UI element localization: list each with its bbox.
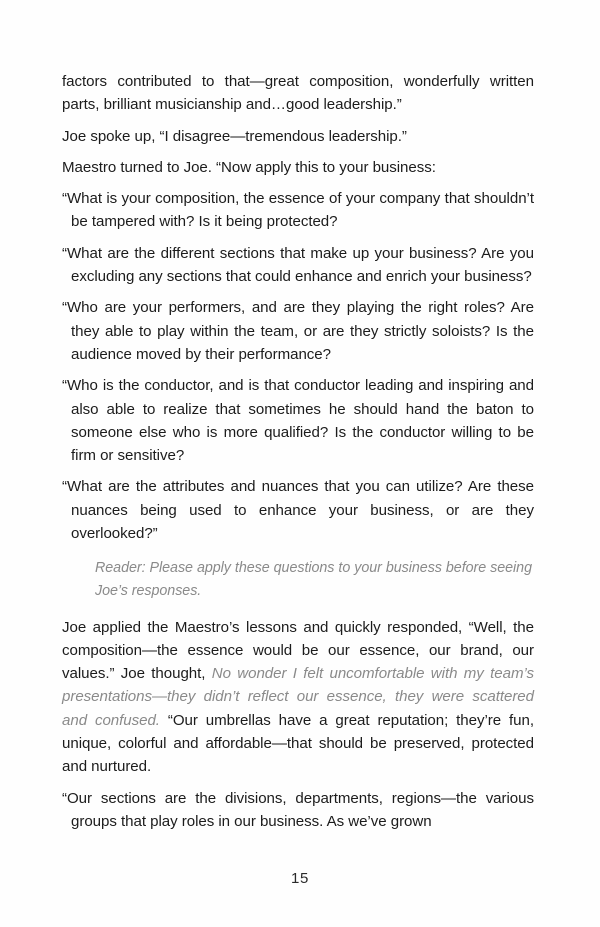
question-composition: “What is your composition, the essence of your company that shouldn’t be tampered with? Is it being protected?: [62, 190, 534, 231]
joe-response-lead: Joe applied the Maestro’s lessons and quickly responded, “Well, the composition—the essence would be our essence, our brand, our values.” Joe thought,: [62, 618, 534, 683]
question-nuances: “What are the attributes and nuances that you can utilize? Are these nuances being used to enhance your business, or are they overlooked?”: [62, 478, 534, 543]
paragraph-maestro-turned: Maestro turned to Joe. “Now apply this to your business:: [62, 158, 436, 176]
paragraph-joe-spoke: Joe spoke up, “I disagree—tremendous leadership.”: [62, 127, 407, 145]
joe-inner-thought: No wonder I felt uncomfortable with my team’s presentations—they didn’t reflect our essence, they were scattered and confused.: [62, 665, 534, 729]
question-conductor: “Who is the conductor, and is that conductor leading and inspiring and also able to realize that sometimes he should hand the baton to someone else who is more qualified? Is the conductor willing to be firm or sensitive?: [62, 377, 534, 465]
joe-response-tail: “Our umbrellas have a great reputation; they’re fun, unique, colorful and affordable—that should be preserved, protected and nurtured.: [62, 711, 534, 776]
page-number: 15: [291, 870, 309, 887]
paragraph-joe-applied: [58, 616, 534, 779]
paragraph-our-sections: “Our sections are the divisions, departments, regions—the various groups that play roles in our business. As we’ve grown: [62, 789, 534, 830]
paragraph-factors: factors contributed to that—great composition, wonderfully written parts, brilliant musicianship and…good leadership.”: [62, 73, 534, 114]
page-text-body: [58, 70, 534, 841]
question-performers: “Who are your performers, and are they playing the right roles? Are they able to play within the team, or are they strictly soloists? Is the audience moved by their performance?: [62, 299, 534, 363]
question-sections: “What are the different sections that make up your business? Are you excluding any sections that could enhance and enrich your business?: [62, 244, 534, 286]
reader-instruction-note: Reader: Please apply these questions to your business before seeing Joe’s responses.: [95, 560, 532, 599]
